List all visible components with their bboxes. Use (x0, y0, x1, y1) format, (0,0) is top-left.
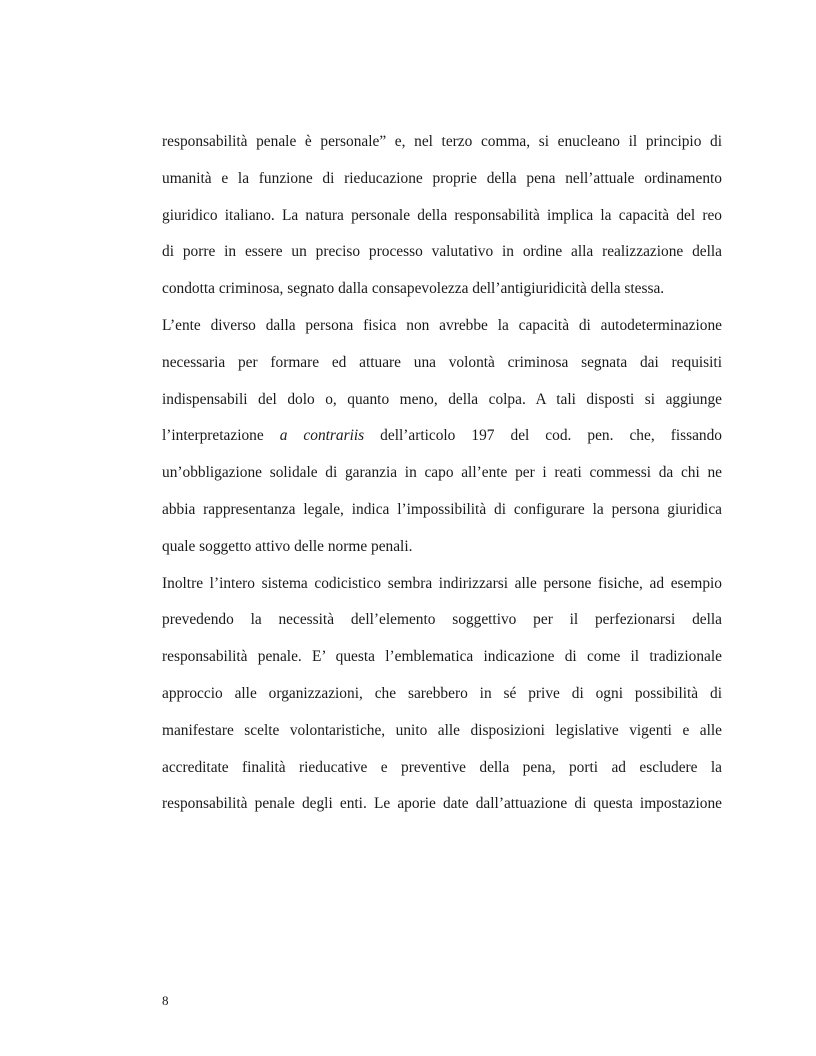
text-line: quale soggetto attivo delle norme penali. (162, 537, 413, 555)
text-line: responsabilità penale degli enti. Le aporie date dall’attuazione di questa impostazione (162, 795, 722, 813)
text-line: condotta criminosa, segnato dalla consapevolezza dell’antigiuridicità della stessa. (162, 280, 665, 298)
text-line (162, 421, 722, 458)
text-line: abbia rappresentanza legale, indica l’impossibilità di configurare la persona giuridica (162, 500, 722, 518)
text-line: indispensabili del dolo o, quanto meno, della colpa. A tali disposti si aggiunge (162, 390, 722, 408)
text-line: umanità e la funzione di rieducazione proprie della pena nell’attuale ordinamento (162, 169, 722, 187)
text-line: prevedendo la necessità dell’elemento soggettivo per il perfezionarsi della (162, 611, 722, 629)
text-line: responsabilità penale. E’ questa l’emblematica indicazione di come il tradizionale (162, 648, 722, 666)
text-line: responsabilità penale è personale” e, nel terzo comma, si enucleano il principio di (162, 133, 722, 150)
text-segment: dell’articolo 197 del cod. pen. che, fissando (364, 427, 722, 445)
text-segment: l’interpretazione (162, 427, 280, 445)
text-line: manifestare scelte volontaristiche, unito alle disposizioni legislative vigenti e alle (162, 721, 722, 739)
text-line: accreditate finalità rieducative e preventive della pena, porti ad escludere la (162, 758, 722, 776)
text-line: un’obbligazione solidale di garanzia in capo all’ente per i reati commessi da chi ne (162, 464, 722, 482)
text-line: L’ente diverso dalla persona fisica non avrebbe la capacità di autodeterminazione (162, 316, 722, 334)
text-line: giuridico italiano. La natura personale della responsabilità implica la capacità del reo (162, 206, 722, 224)
body-text (162, 127, 722, 826)
text-line: Inoltre l’intero sistema codicistico sembra indirizzarsi alle persone fisiche, ad esempio (162, 574, 722, 592)
italic-term: a contrariis (279, 427, 365, 445)
text-line: di porre in essere un preciso processo valutativo in ordine alla realizzazione della (162, 243, 722, 261)
page-number: 8 (162, 993, 169, 1008)
text-line: necessaria per formare ed attuare una volontà criminosa segnata dai requisiti (162, 353, 722, 371)
text-line: approccio alle organizzazioni, che sarebbero in sé prive di ogni possibilità di (162, 684, 722, 702)
